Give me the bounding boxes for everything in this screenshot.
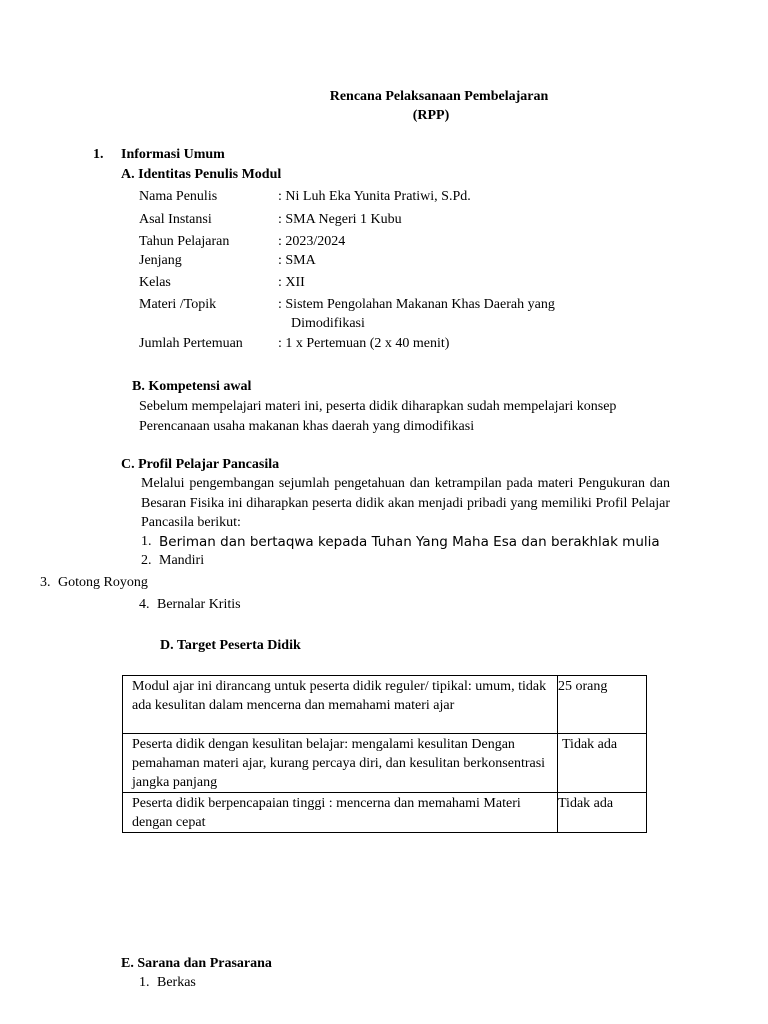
target-count: 25 orang	[558, 676, 647, 734]
section-number: 1.	[93, 147, 104, 162]
target-description: Peserta didik berpencapaian tinggi : mencerna dan memahami Materi dengan cepat	[123, 793, 558, 833]
list-item: Bernalar Kritis	[157, 597, 241, 612]
target-heading: D. Target Peserta Didik	[160, 638, 301, 653]
identitas-value: : 2023/2024	[278, 234, 346, 249]
identitas-label: Tahun Pelajaran	[139, 234, 230, 249]
identitas-value: : SMA Negeri 1 Kubu	[278, 212, 402, 227]
list-number: 2.	[141, 553, 152, 568]
list-item: Beriman dan bertaqwa kepada Tuhan Yang Maha Esa dan berakhlak mulia	[159, 534, 660, 550]
identitas-label: Jenjang	[139, 253, 182, 268]
list-item: Berkas	[157, 975, 196, 990]
list-number: 4.	[139, 597, 150, 612]
identitas-label: Materi /Topik	[139, 297, 217, 312]
target-table	[122, 675, 647, 833]
identitas-heading: A. Identitas Penulis Modul	[121, 167, 282, 182]
list-item: Mandiri	[159, 553, 205, 568]
target-description: Modul ajar ini dirancang untuk peserta didik reguler/ tipikal: umum, tidak ada kesulitan dalam mencerna dan memahami materi ajar	[123, 676, 558, 734]
section-title: Informasi Umum	[121, 147, 225, 162]
table-row	[123, 676, 647, 734]
list-number: 3.	[40, 575, 51, 590]
target-count: Tidak ada	[558, 734, 647, 793]
identitas-value: : Sistem Pengolahan Makanan Khas Daerah yang	[278, 297, 555, 312]
identitas-label: Kelas	[139, 275, 171, 290]
identitas-label: Nama Penulis	[139, 189, 218, 204]
doc-title: Rencana Pelaksanaan Pembelajaran	[329, 89, 549, 104]
list-number: 1.	[141, 534, 152, 549]
identitas-value: : SMA	[278, 253, 316, 268]
table-row	[123, 793, 647, 833]
kompetensi-text: Perencanaan usaha makanan khas daerah yang dimodifikasi	[139, 419, 475, 434]
kompetensi-text: Sebelum mempelajari materi ini, peserta didik diharapkan sudah mempelajari konsep	[139, 399, 617, 414]
identitas-label: Asal Instansi	[139, 212, 212, 227]
identitas-value: : XII	[278, 275, 305, 290]
list-item: Gotong Royong	[58, 575, 148, 590]
list-number: 1.	[139, 975, 150, 990]
table-row	[123, 734, 647, 793]
identitas-value-continued: Dimodifikasi	[291, 316, 365, 331]
identitas-value: : Ni Luh Eka Yunita Pratiwi, S.Pd.	[278, 189, 471, 204]
target-description: Peserta didik dengan kesulitan belajar: mengalami kesulitan Dengan pemahaman materi ajar, kurang percaya diri, dan kesulitan berkonsentrasi jangka panjang	[123, 734, 558, 793]
profil-paragraph: Melalui pengembangan sejumlah pengetahuan dan ketrampilan pada materi Pengukuran dan Besaran Fisika ini diharapkan peserta didik akan menjadi pribadi yang memiliki Profil Pelajar Pancasila berikut:	[141, 476, 670, 530]
profil-heading: C. Profil Pelajar Pancasila	[121, 457, 280, 472]
doc-subtitle: (RPP)	[412, 108, 450, 123]
kompetensi-heading: B. Kompetensi awal	[132, 379, 252, 394]
identitas-label: Jumlah Pertemuan	[139, 336, 243, 351]
target-count: Tidak ada	[558, 793, 647, 833]
sarana-heading: E. Sarana dan Prasarana	[121, 956, 272, 971]
identitas-value: : 1 x Pertemuan (2 x 40 menit)	[278, 336, 450, 351]
